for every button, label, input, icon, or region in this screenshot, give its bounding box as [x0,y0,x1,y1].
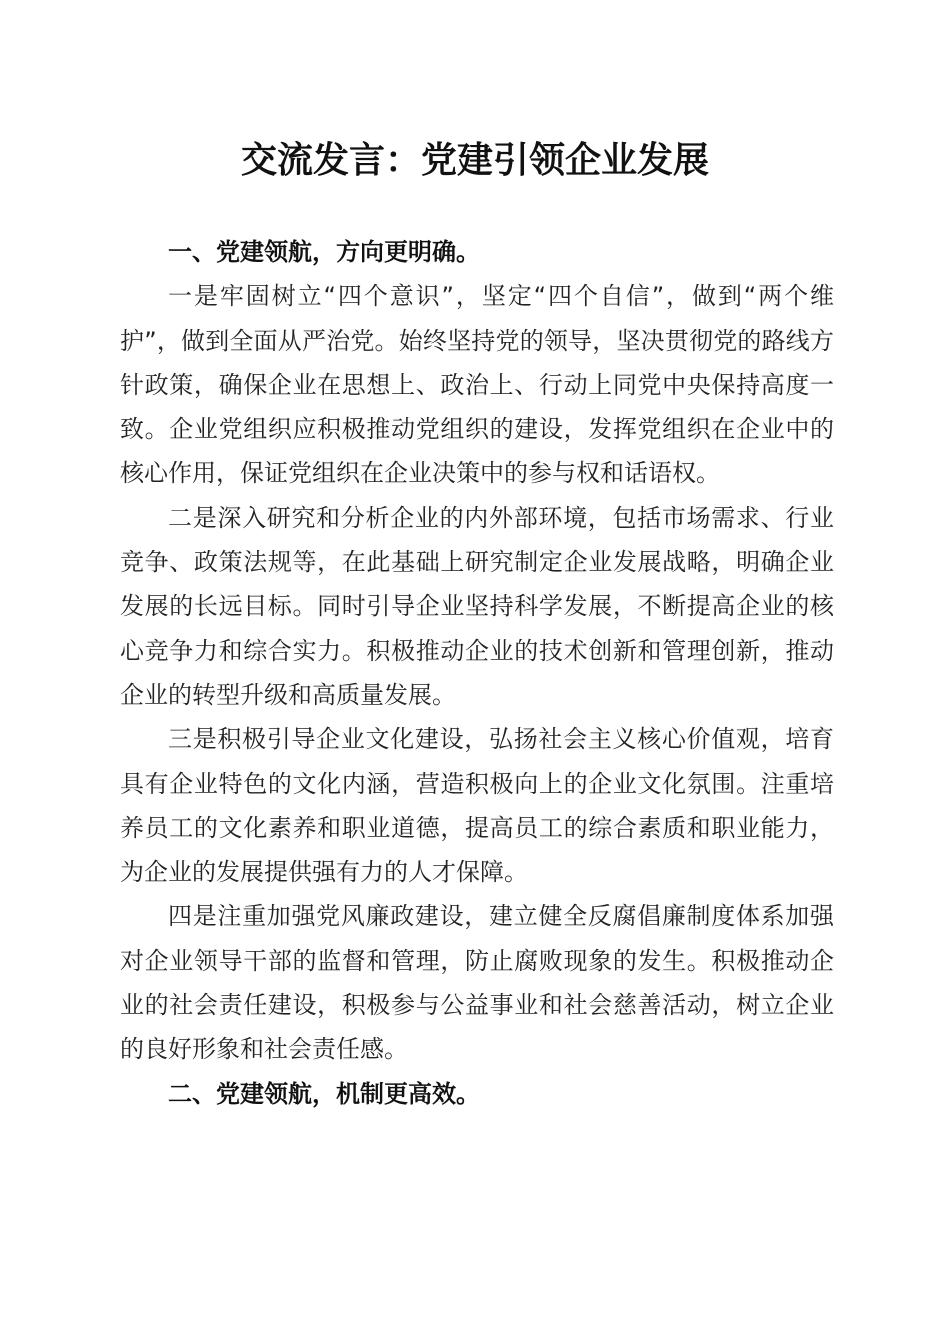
paragraph: 一是牢固树立“四个意识”，坚定“四个自信”，做到“两个维护”，做到全面从严治党。始终坚持党的领导，坚决贯彻党的路线方针政策，确保企业在思想上、政治上、行动上同党中央保持高度一致。企业党组织应积极推动党组织的建设，发挥党组织在企业中的核心作用，保证党组织在企业决策中的参与权和话语权。 [120,282,834,488]
paragraph: 四是注重加强党风廉政建设，建立健全反腐倡廉制度体系加强对企业领导干部的监督和管理，防止腐败现象的发生。积极推动企业的社会责任建设，积极参与公益事业和社会慈善活动，树立企业的良好形象和社会责任感。 [120,902,834,1064]
paragraph: 二是深入研究和分析企业的内外部环境，包括市场需求、行业竞争、政策法规等，在此基础上研究制定企业发展战略，明确企业发展的长远目标。同时引导企业坚持科学发展，不断提高企业的核心竞争力和综合实力。积极推动企业的技术创新和管理创新，推动企业的转型升级和高质量发展。 [120,503,834,709]
section-heading: 一、党建领航，方向更明确。 [168,238,480,266]
document-body [120,230,834,1116]
section-heading: 二、党建领航，机制更高效。 [168,1079,480,1108]
paragraph: 三是积极引导企业文化建设，弘扬社会主义核心价值观，培育具有企业特色的文化内涵，营造积极向上的企业文化氛围。注重培养员工的文化素养和职业道德，提高员工的综合素质和职业能力，为企业的发展提供强有力的人才保障。 [120,725,834,887]
document-title: 交流发言：党建引领企业发展 [240,139,709,181]
